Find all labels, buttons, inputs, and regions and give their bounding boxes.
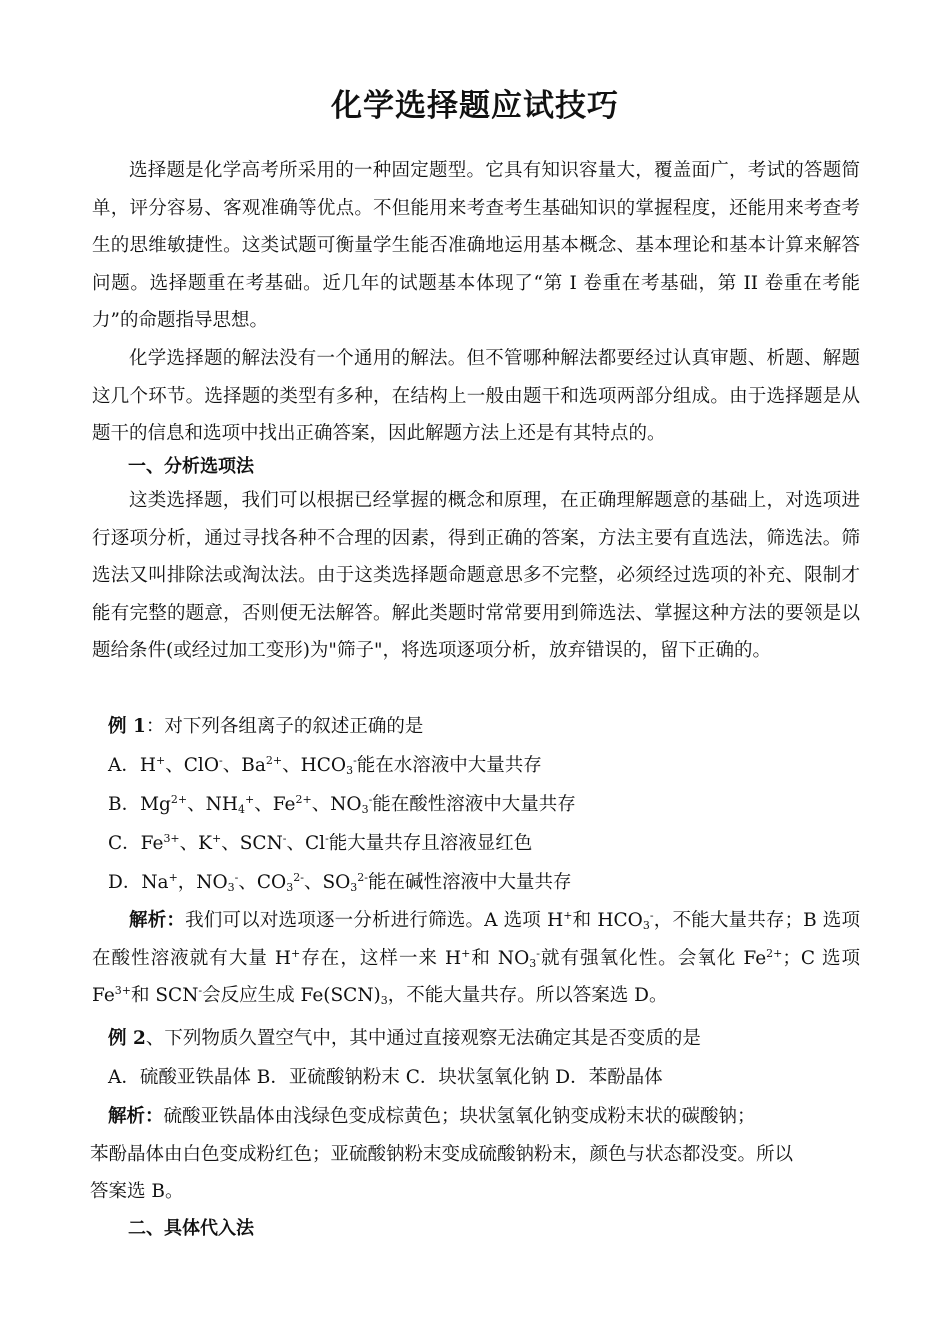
example-2-question — [108, 1024, 701, 1050]
example-1-question — [108, 712, 423, 738]
example-2-analysis-line-2: 苯酚晶体由白色变成粉红色；亚硫酸钠粉末变成硫酸钠粉末，颜色与状态都没变。所以 — [90, 1144, 794, 1165]
example-2-analysis-line-3: 答案选 B。 — [90, 1181, 184, 1202]
example-1-option-b: B．$Mg^{2+}$、$NH_4^+$、$Fe^{2+}$、$NO_3^-$能在酸性溶液中大量共存 — [108, 793, 576, 816]
example-1-analysis: 解析：我们可以对选项逐一分析进行筛选。A 选项 H+和 $HCO_3^-$，不能大量共存；B 选项在酸性溶液就有大量 H+存在，这样一来 H+和 $NO_3^-$就有强氧化性。会氧化 $Fe^{2+}$；C 选项 $Fe^{3+}$和 SCN-会反应生成 $Fe(SCN)_3$，不能大量共存。所以答案选 D。 — [92, 909, 861, 1007]
example-2-question-text: 、下列物质久置空气中，其中通过直接观察无法确定其是否变质的是 — [145, 1028, 701, 1049]
example-1-label: 例 1 — [108, 716, 146, 737]
page-title: 化学选择题应试技巧 — [331, 88, 619, 124]
example-2-options: A．硫酸亚铁晶体 B．亚硫酸钠粉末 C．块状氢氧化钠 D．苯酚晶体 — [108, 1067, 663, 1088]
example-2-analysis-line-1: 解析：硫酸亚铁晶体由浅绿色变成棕黄色；块状氢氧化钠变成粉末状的碳酸钠； — [108, 1106, 756, 1127]
example-1-analysis-label: 解析： — [129, 910, 186, 931]
example-1-option-d: D．Na+，$NO_3^-$、$CO_3^{2-}$、$SO_3^{2-}$能在碱性溶液中大量共存 — [108, 871, 572, 894]
intro-paragraph-1: 选择题是化学高考所采用的一种固定题型。它具有知识容量大，覆盖面广，考试的答题简单，评分容易、客观准确等优点。不但能用来考查考生基础知识的掌握程度，还能用来考查考生的思维敏捷性。这类试题可衡量学生能否准确地运用基本概念、基本理论和基本计算来解答问题。选择题重在考基础。近几年的试题基本体现了“第 I 卷重在考基础，第 II 卷重在考能力”的命题指导思想。 — [92, 160, 860, 331]
section-2-heading: 二、具体代入法 — [128, 1218, 254, 1239]
intro-paragraph-2: 化学选择题的解法没有一个通用的解法。但不管哪种解法都要经过认真审题、析题、解题这几个环节。选择题的类型有多种，在结构上一般由题干和选项两部分组成。由于选择题是从题干的信息和选项中找出正确答案，因此解题方法上还是有其特点的。 — [92, 348, 860, 444]
example-2-analysis-label: 解析： — [108, 1106, 164, 1127]
example-1-option-c: C．$Fe^{3+}$、K+、SCN-、Cl-能大量共存且溶液显红色 — [108, 832, 533, 854]
section-1-paragraph: 这类选择题，我们可以根据已经掌握的概念和原理，在正确理解题意的基础上，对选项进行逐项分析，通过寻找各种不合理的因素，得到正确的答案，方法主要有直选法，筛选法。筛选法又叫排除法或淘汰法。由于这类选择题命题意思多不完整，必须经过选项的补充、限制才能有完整的题意，否则便无法解答。解此类题时常常要用到筛选法、掌握这种方法的要领是以题给条件(或经过加工变形)为"筛子"，将选项逐项分析，放弃错误的，留下正确的。 — [92, 490, 860, 661]
section-1-heading: 一、分析选项法 — [128, 456, 254, 477]
example-2-label: 例 2 — [108, 1028, 146, 1049]
example-1-option-a: A．H+、ClO-、$Ba^{2+}$、$HCO_3^-$能在水溶液中大量共存 — [108, 754, 542, 777]
example-1-question-text: ：对下列各组离子的叙述正确的是 — [145, 716, 424, 737]
